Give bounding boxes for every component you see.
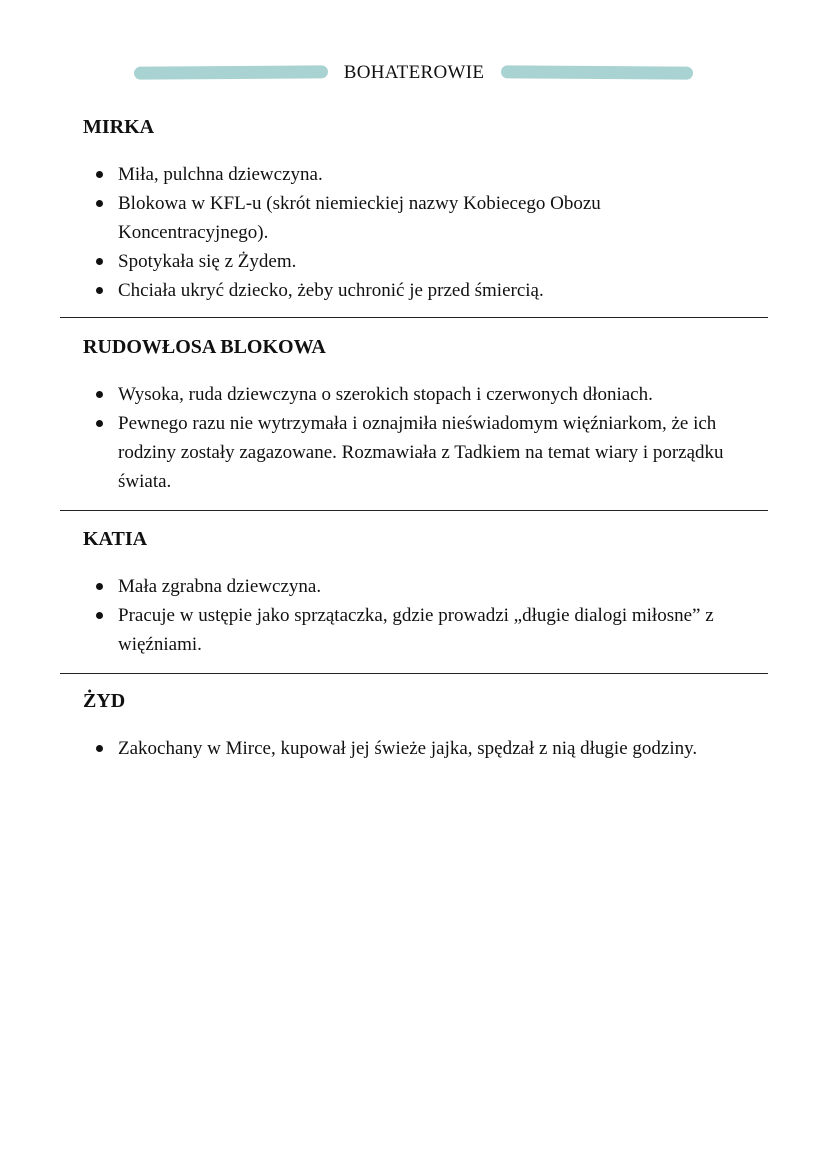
- list-item: [118, 276, 738, 305]
- list-item-text: Zakochany w Mirce, kupował jej świeże jajka, spędzał z nią długie godziny.: [118, 738, 698, 759]
- bullet-icon: [96, 745, 103, 752]
- list-item: [118, 572, 738, 601]
- bullet-icon: [96, 391, 103, 398]
- section-title: KATIA: [83, 528, 148, 550]
- list-item-text: Blokowa w KFL-u (skrót niemieckiej nazwy Kobiecego Obozu Koncentracyjnego).: [118, 193, 601, 243]
- list-item-text: Chciała ukryć dziecko, żeby uchronić je przed śmiercią.: [118, 280, 544, 301]
- bullet-icon: [96, 287, 103, 294]
- section-divider: [60, 317, 768, 318]
- section-title: RUDOWŁOSA BLOKOWA: [83, 336, 326, 358]
- section-title: MIRKA: [83, 116, 155, 138]
- list-item: [118, 189, 738, 247]
- bullet-icon: [96, 171, 103, 178]
- list-item-text: Miła, pulchna dziewczyna.: [118, 164, 323, 185]
- section-title: ŻYD: [83, 690, 126, 712]
- bullet-icon: [96, 612, 103, 619]
- page-title: BOHATEROWIE: [343, 62, 485, 83]
- list-item: [118, 409, 738, 496]
- trait-list: [118, 380, 738, 496]
- bullet-icon: [96, 583, 103, 590]
- section-divider: [60, 510, 768, 511]
- list-item: [118, 160, 738, 189]
- trait-list: [118, 160, 738, 305]
- bullet-icon: [96, 258, 103, 265]
- list-item: [118, 247, 738, 276]
- list-item-text: Mała zgrabna dziewczyna.: [118, 576, 322, 597]
- list-item: [118, 380, 738, 409]
- trait-list: [118, 572, 738, 659]
- list-item: [118, 734, 738, 763]
- section-divider: [60, 673, 768, 674]
- list-item: [118, 601, 738, 659]
- list-item-text: Pewnego razu nie wytrzymała i oznajmiła nieświadomym więźniarkom, że ich rodziny zostały zagazowane. Rozmawiała z Tadkiem na temat wiary i porządku świata.: [118, 413, 724, 492]
- list-item-text: Spotykała się z Żydem.: [118, 251, 297, 272]
- page-header: [0, 58, 828, 88]
- trait-list: [118, 734, 738, 763]
- bullet-icon: [96, 200, 103, 207]
- bullet-icon: [96, 420, 103, 427]
- list-item-text: Pracuje w ustępie jako sprzątaczka, gdzie prowadzi „długie dialogi miłosne” z więźniami.: [118, 605, 714, 655]
- list-item-text: Wysoka, ruda dziewczyna o szerokich stopach i czerwonych dłoniach.: [118, 384, 653, 405]
